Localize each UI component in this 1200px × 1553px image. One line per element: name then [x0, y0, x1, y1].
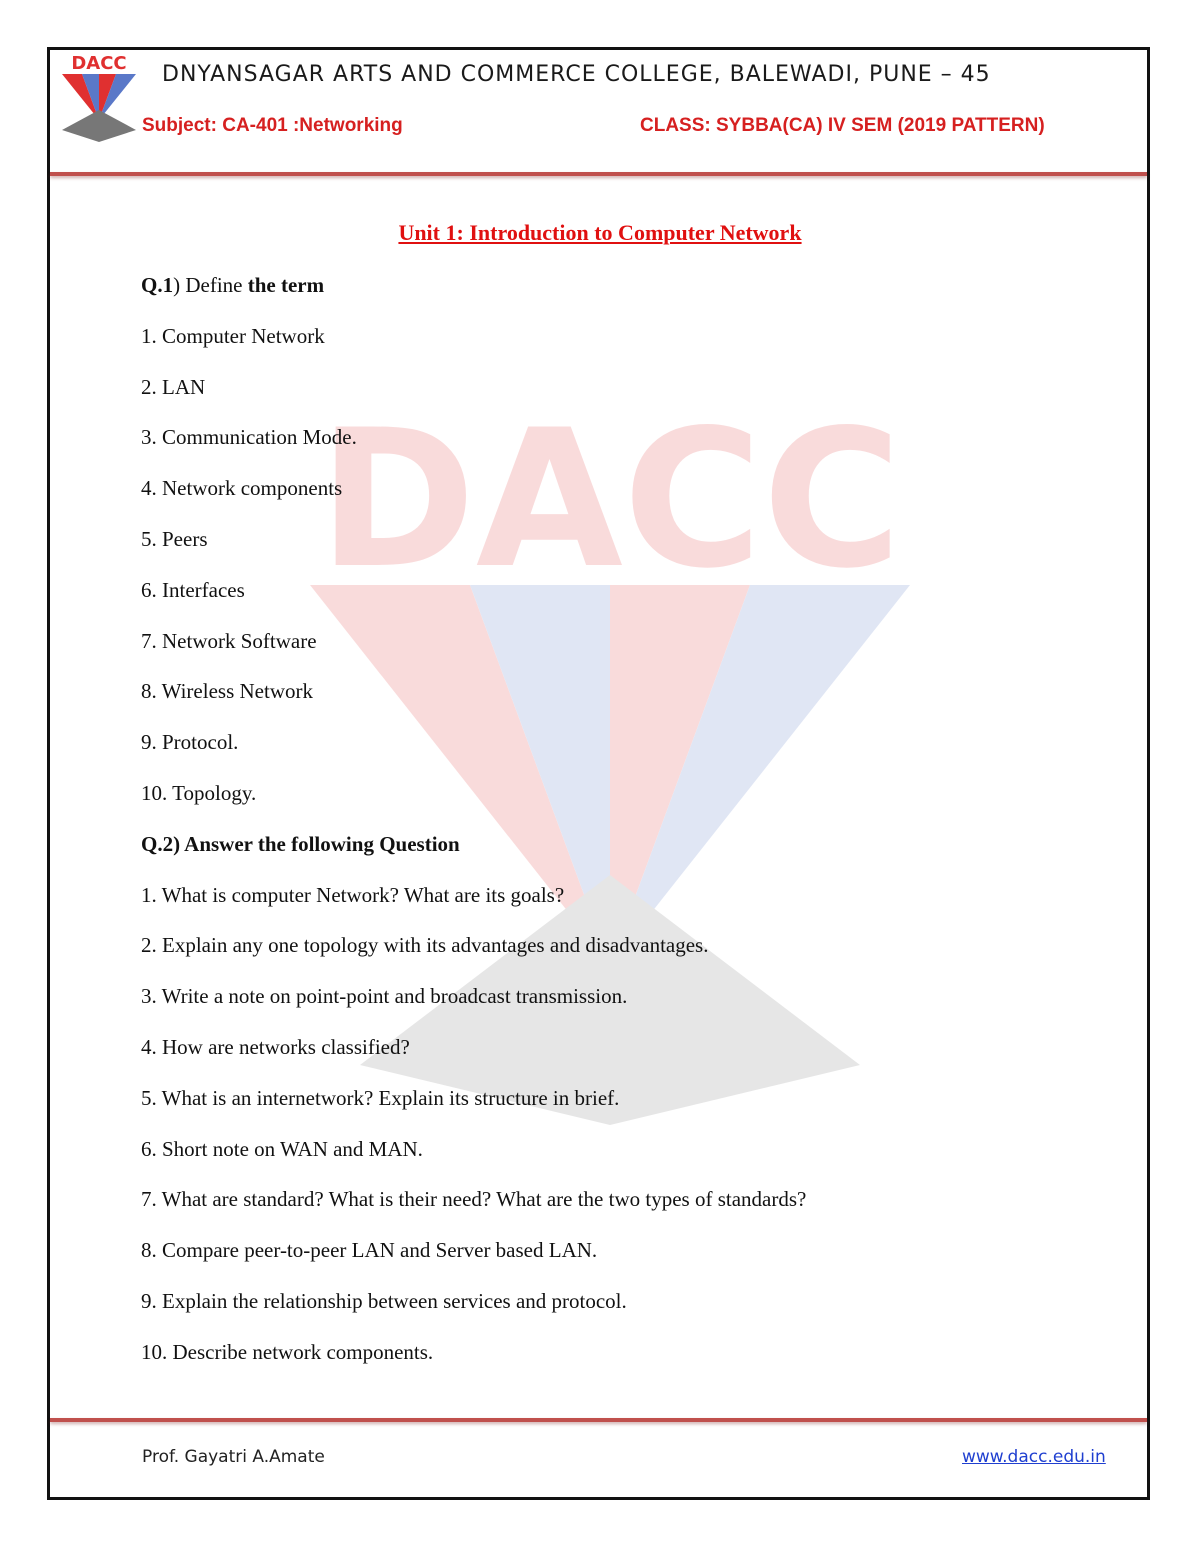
list-item: 5. Peers — [141, 526, 208, 551]
list-item: 3. Write a note on point-point and broadcast transmission. — [141, 984, 628, 1009]
list-item: 3. Communication Mode. — [141, 425, 357, 450]
list-item: 1. Computer Network — [141, 323, 325, 348]
list-item: 6. Interfaces — [141, 577, 245, 602]
list-item: 7. What are standard? What is their need? What are the two types of standards? — [141, 1187, 807, 1212]
list-item: 9. Explain the relationship between services and protocol. — [141, 1288, 627, 1313]
list-item: 8. Compare peer-to-peer LAN and Server based LAN. — [141, 1238, 598, 1263]
class-label: CLASS: SYBBA(CA) IV SEM (2019 PATTERN) — [640, 115, 1045, 136]
college-logo — [58, 52, 140, 144]
list-item: 5. What is an internetwork? Explain its structure in brief. — [141, 1085, 620, 1110]
list-item: 2. Explain any one topology with its advantages and disadvantages. — [141, 933, 709, 958]
list-item: 10. Describe network components. — [141, 1339, 434, 1364]
college-name: DNYANSAGAR ARTS AND COMMERCE COLLEGE, BALEWADI, PUNE – 45 — [162, 62, 991, 87]
list-item: 4. How are networks classified? — [141, 1034, 410, 1059]
list-item: 6. Short note on WAN and MAN. — [141, 1136, 423, 1161]
header-divider — [50, 172, 1147, 176]
footer-divider — [50, 1418, 1147, 1422]
svg-text:DACC: DACC — [318, 405, 902, 610]
q1-text-bold: the term — [247, 273, 325, 297]
subject-label: Subject: CA-401 :Networking — [142, 115, 403, 136]
unit-title: Unit 1: Introduction to Computer Network — [398, 220, 802, 245]
question-content — [141, 270, 1121, 1388]
logo-text: DACC — [71, 53, 127, 74]
list-item: 4. Network components — [141, 476, 343, 501]
q1-text: ) Define — [173, 273, 248, 297]
list-item: 1. What is computer Network? What are its goals? — [141, 882, 565, 907]
q1-label: Q.1 — [141, 273, 174, 297]
list-item: 7. Network Software — [141, 628, 317, 653]
website-link[interactable]: www.dacc.edu.in — [962, 1447, 1106, 1467]
list-item: 9. Protocol. — [141, 730, 239, 755]
q2-heading: Q.2) Answer the following Question — [141, 831, 460, 856]
list-item: 10. Topology. — [141, 780, 257, 805]
list-item: 2. LAN — [141, 374, 206, 399]
q1-heading — [141, 270, 1121, 321]
author-name: Prof. Gayatri A.Amate — [142, 1447, 325, 1467]
list-item: 8. Wireless Network — [141, 679, 313, 704]
